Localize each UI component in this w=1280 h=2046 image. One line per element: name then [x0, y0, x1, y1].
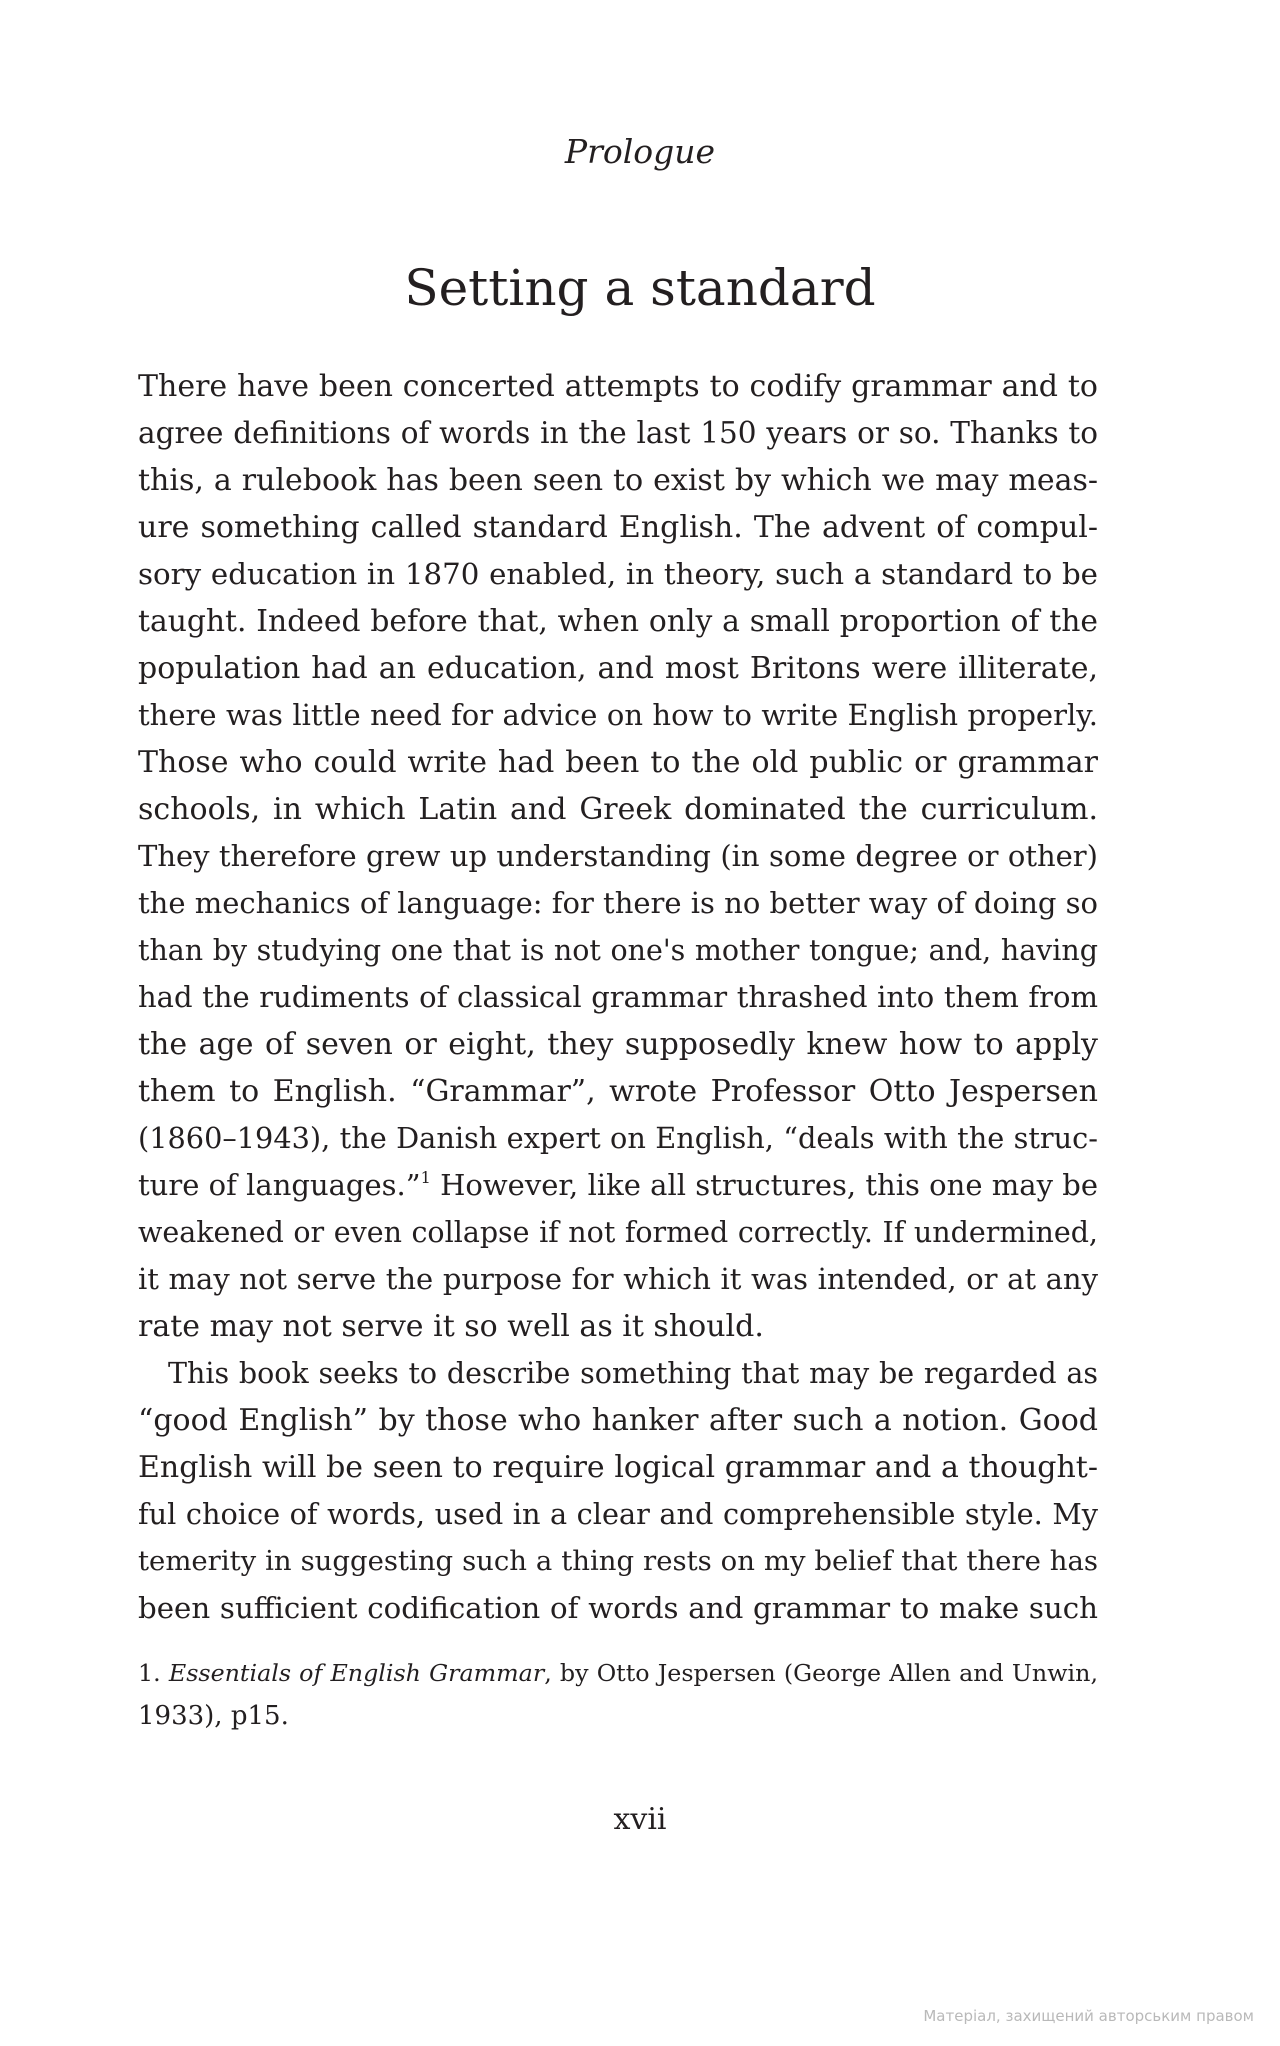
copyright-watermark: Матеріал, захищений авторським правом — [923, 2007, 1254, 2025]
running-head: Prologue — [564, 132, 716, 171]
text-line: weakened or even collapse if not formed correctly. If undermined, — [138, 1216, 1098, 1249]
text-line: the age of seven or eight, they supposedly knew how to apply — [138, 1027, 1098, 1062]
text-segment: However, like all structures, this one may be — [430, 1168, 1098, 1202]
text-line: the mechanics of language: for there is no better way of doing so — [138, 886, 1099, 920]
text-line: Those who could write had been to the old public or grammar — [138, 745, 1098, 780]
text-line: there was little need for advice on how to write English properly. — [138, 698, 1098, 732]
footnote-reference[interactable]: 1 — [420, 1168, 431, 1187]
text-line: This book seeks to describe something that may be regarded as — [168, 1357, 1098, 1390]
text-line: this, a rulebook has been seen to exist by which we may meas- — [138, 463, 1098, 498]
text-line: population had an education, and most Britons were illiterate, — [138, 651, 1098, 686]
text-line-with-footnote — [138, 1162, 1098, 1209]
text-line: agree definitions of words in the last 150 years or so. Thanks to — [138, 416, 1098, 450]
text-line: schools, in which Latin and Greek dominated the curriculum. — [138, 792, 1098, 827]
text-line: taught. Indeed before that, when only a small proportion of the — [138, 604, 1098, 639]
footnote — [138, 1652, 1098, 1738]
chapter-title: Setting a standard — [404, 259, 876, 317]
text-line: had the rudiments of classical grammar thrashed into them from — [138, 980, 1098, 1014]
text-line: “good English” by those who hanker after such a notion. Good — [138, 1403, 1098, 1438]
footnote-citation: , by Otto Jespersen (George Allen and Unwin, — [544, 1659, 1098, 1687]
text-line: English will be seen to require logical grammar and a thought- — [138, 1450, 1098, 1485]
text-line: been sufficient codification of words and grammar to make such — [138, 1591, 1098, 1625]
text-line: rate may not serve it so well as it should. — [138, 1309, 764, 1344]
body-text — [138, 363, 1098, 1632]
footnote-line — [138, 1652, 1098, 1695]
text-line: ful choice of words, used in a clear and comprehensible style. My — [138, 1497, 1098, 1531]
text-line: They therefore grew up understanding (in some degree or other) — [138, 839, 1098, 873]
footnote-book-title: Essentials of English Grammar — [168, 1659, 545, 1687]
text-line: them to English. “Grammar”, wrote Professor Otto Jespersen — [138, 1074, 1098, 1109]
text-line: There have been concerted attempts to codify grammar and to — [138, 369, 1098, 404]
text-line: than by studying one that is not one's mother tongue; and, having — [138, 934, 1098, 967]
text-line: (1860–1943), the Danish expert on English, “deals with the struc- — [138, 1121, 1098, 1155]
text-line: sory education in 1870 enabled, in theory, such a standard to be — [138, 557, 1098, 591]
text-line: ure something called standard English. The advent of compul- — [138, 510, 1098, 545]
footnote-number: 1. — [138, 1659, 161, 1687]
footnote-line: 1933), p15. — [138, 1701, 289, 1731]
page-number: xvii — [613, 1802, 667, 1837]
text-line: it may not serve the purpose for which it was intended, or at any — [138, 1262, 1098, 1296]
text-line: temerity in suggesting such a thing rests on my belief that there has — [138, 1545, 1098, 1577]
text-segment: ture of languages.” — [138, 1168, 421, 1202]
